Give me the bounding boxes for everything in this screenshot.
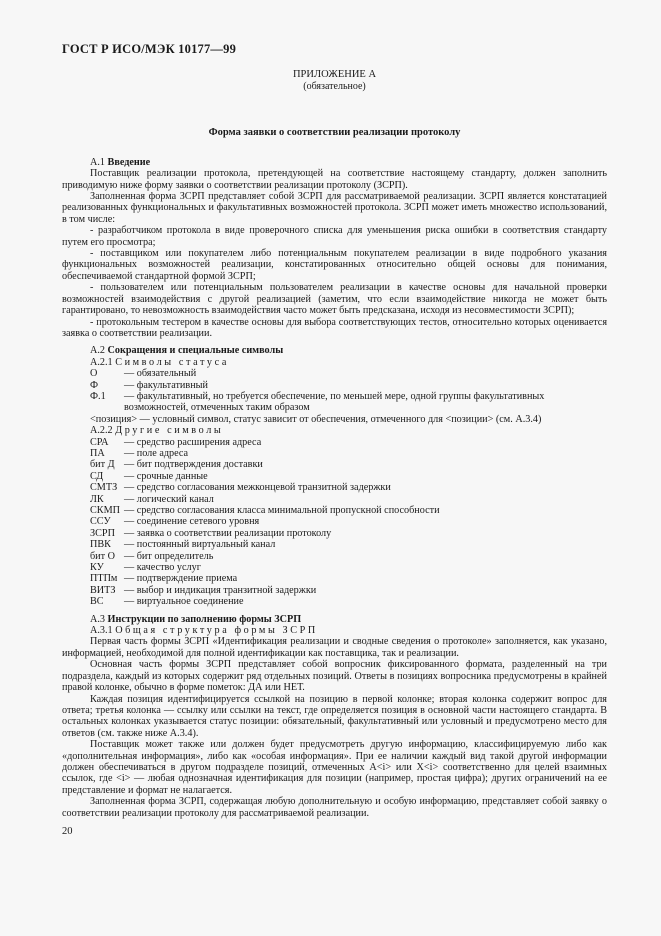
form-title: Форма заявки о соответствии реализации протоколу (208, 127, 461, 139)
subsection-a22-heading (62, 425, 607, 436)
symbol-abbreviation: СМТЗ (90, 482, 118, 494)
annex-block (62, 69, 607, 93)
annex-title: ПРИЛОЖЕНИЕ А (292, 69, 377, 81)
paragraph: Каждая позиция идентифицируется ссылкой на позицию в первой колонке; вторая колонка содержит вопрос для ответа; третья колонка — ссылку или ссылки на текст, где определяется позиция в основной части настоящего стандарта. В остальных колонках указывается статус позиции: обязательный, факультативный или условный и предусмотрено место для ответов (см. также ниже А.3.4). (62, 693, 607, 739)
status-symbols-table (90, 368, 607, 414)
paragraph: Поставщик может также или должен будет предусмотреть другую информацию, классифицируемую либо как «дополнительная информация», либо как «особая информация». При ее наличии каждый вид такой другой информации должен обеспечиваться в другом подразделе позиций, отмеченных А<i> или Х<i> соответственно для целей взаимных ссылок, где <i> — любая однозначная идентификация для позиции (например, простая цифра); других ограничений на ее представление и формат не налагается. (62, 739, 607, 796)
section-title: Инструкции по заполнению формы ЗСРП (107, 613, 302, 625)
symbol-row (90, 368, 607, 379)
section-a1-heading (62, 157, 607, 168)
symbol-abbreviation: ПВК (90, 539, 111, 551)
symbol-description: — подтверждение приема (124, 573, 238, 585)
symbol-description: — бит подтверждения доставки (124, 459, 263, 471)
subsection-a31-heading (62, 625, 607, 636)
symbol-description: — заявка о соответствии реализации протоколу (124, 527, 332, 539)
symbol-row (90, 391, 607, 414)
subsection-a21-heading (62, 357, 607, 368)
symbol-row (90, 482, 440, 493)
symbol-abbreviation: ВИТЗ (90, 584, 116, 596)
symbol-abbreviation: ЛК (90, 493, 104, 505)
symbol-abbreviation: бит О (90, 550, 115, 562)
symbol-description: — постоянный виртуальный канал (124, 539, 276, 551)
section-title: Сокращения и специальные символы (107, 345, 284, 357)
symbol-row (90, 437, 440, 448)
symbol-abbreviation: КУ (90, 562, 104, 574)
symbol-abbreviation: бит Д (90, 459, 115, 471)
symbol-description: — средство согласования межконцевой транзитной задержки (124, 482, 391, 494)
symbol-row (90, 562, 440, 573)
symbol-row (90, 448, 440, 459)
symbol-description: — средство расширения адреса (124, 436, 262, 448)
symbol-description: — обязательный (124, 368, 197, 380)
symbol-abbreviation: ЗСРП (90, 527, 115, 539)
symbol-abbreviation: ПА (90, 447, 105, 459)
symbol-abbreviation: ССУ (90, 516, 111, 528)
symbol-description: — соединение сетевого уровня (124, 516, 260, 528)
symbol-row (90, 505, 440, 516)
section-a3-heading (62, 614, 607, 625)
paragraph: Поставщик реализации протокола, претендующей на соответствие настоящему стандарту, должен заполнить приводимую ниже форму заявки о соответствии реализации протоколу (ЗСРП). (62, 168, 607, 191)
symbol-row (90, 551, 440, 562)
symbol-row (90, 539, 440, 550)
page-number: 20 (62, 826, 73, 837)
position-note: <позиция> — условный символ, статус зависит от обеспечения, отмеченного для <позиции> (см. А.3.4) (90, 413, 542, 425)
symbol-abbreviation: ВС (90, 596, 104, 608)
symbol-row (90, 471, 440, 482)
paragraph: Основная часть формы ЗСРП представляет собой вопросник фиксированного формата, разделенный на три подраздела, каждый из которых содержит ряд отдельных позиций. Ответы в позициях вопросника предусмотрены в крайней правой колонке, обычно в форме пометок: ДА или НЕТ. (62, 659, 607, 694)
subsection-number: А.3.1 (90, 625, 113, 637)
symbol-abbreviation: ПТПм (90, 573, 118, 585)
symbol-description: — средство согласования класса минимальной пропускной способности (124, 505, 440, 516)
symbol-abbreviation: Ф (90, 379, 99, 391)
subsection-title: Другие символы (115, 425, 224, 437)
subsection-number: А.2.1 (90, 356, 113, 368)
symbol-abbreviation: СД (90, 470, 104, 482)
paragraph: Заполненная форма ЗСРП представляет собой ЗСРП для рассматриваемой реализации. ЗСРП является констатацией реализованных функциональных и факультативных возможностей протокола. ЗСРП может иметь множество использований, в том числе: (62, 191, 607, 225)
symbol-row (90, 596, 440, 607)
symbol-description: — логический канал (124, 493, 214, 505)
section-number: А.2 (90, 345, 105, 357)
subsection-title: Символы статуса (115, 356, 229, 368)
symbol-description: — выбор и индикация транзитной задержки (124, 584, 317, 596)
symbol-row (90, 573, 440, 584)
list-item: - поставщиком или покупателем либо потенциальным покупателем реализации в виде подробного указания функциональных возможностей реализации, констатированных относительно общей основы для понимания, обеспечиваемой стандартной формой ЗСРП; (62, 248, 607, 282)
symbol-description: — срочные данные (124, 470, 208, 482)
symbol-abbreviation: Ф.1 (90, 390, 106, 402)
section-number: А.1 (90, 156, 105, 168)
paragraph: Заполненная форма ЗСРП, содержащая любую дополнительную и особую информацию, представляет собой заявку о соответствии реализации протоколу для рассматриваемой реализации. (62, 796, 607, 819)
other-symbols-table (90, 437, 440, 608)
standard-header: ГОСТ Р ИСО/МЭК 10177—99 (62, 42, 237, 56)
symbol-row (90, 585, 440, 596)
subsection-number: А.2.2 (90, 425, 113, 437)
paragraph: Первая часть формы ЗСРП «Идентификация реализации и сводные сведения о протоколе» заполняется, как указано, информацией, необходимой для полной идентификации как поставщика, так и реализации. (62, 636, 607, 659)
symbol-description: — качество услуг (124, 562, 201, 574)
symbol-abbreviation: СРА (90, 436, 109, 448)
list-item: - пользователем или потенциальным пользователем реализации в качестве основы для начальной проверки возможностей взаимодействия с другой реализацией (заметим, что если взаимодействие никогда не может быть гарантировано, то невозможность взаимодействия часто может быть предсказана, исходя из несовместимости ЗСРП); (62, 282, 607, 317)
symbol-description: — виртуальное соединение (124, 596, 244, 608)
subsection-title: Общая структура формы ЗСРП (115, 625, 318, 637)
symbol-description: — факультативный (124, 379, 208, 391)
list-item: - разработчиком протокола в виде проверочного списка для уменьшения риска ошибки в соответствия стандарту путем его просмотра; (62, 225, 607, 248)
symbol-description: — бит определитель (124, 550, 214, 562)
symbol-row (90, 528, 440, 539)
section-a2-heading (62, 345, 607, 356)
annex-subtitle: (обязательное) (303, 81, 366, 93)
section-number: А.3 (90, 613, 105, 625)
list-item: - протокольным тестером в качестве основы для выбора соответствующих тестов, относительно которых оценивается заявка о соответствии реализации. (62, 316, 607, 339)
symbol-description: — факультативный, но требуется обеспечение, по меньшей мере, одной группы факультативных возможностей, отмеченных таким образом (124, 390, 545, 414)
section-title: Введение (107, 156, 151, 168)
symbol-description: — поле адреса (124, 447, 189, 459)
symbol-row (90, 494, 440, 505)
symbol-row (90, 380, 607, 391)
symbol-abbreviation: СКМП (90, 505, 121, 516)
symbol-row (90, 516, 440, 527)
symbol-abbreviation: О (90, 368, 98, 380)
symbol-row (90, 459, 440, 470)
